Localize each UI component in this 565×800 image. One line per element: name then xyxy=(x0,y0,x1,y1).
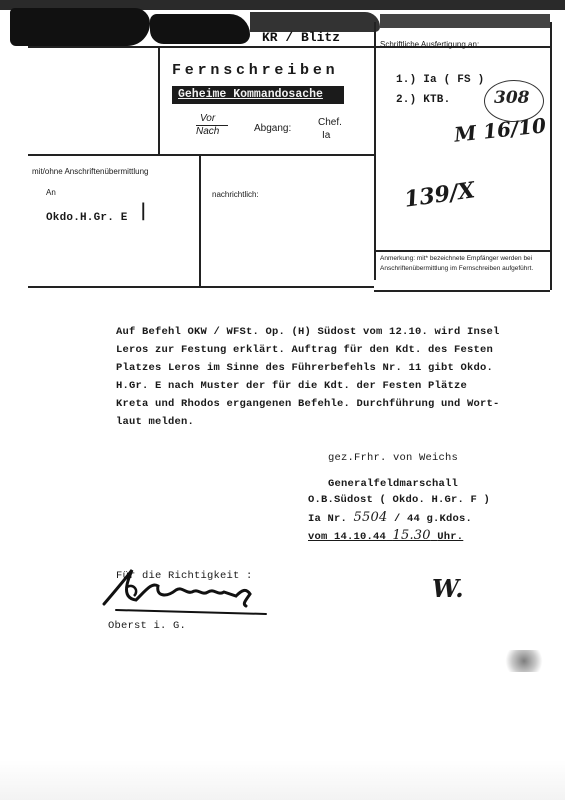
body-line: Platzes Leros im Sinne des Führerbefehls Nr. 11 gibt Okdo. xyxy=(116,362,494,374)
frame-line xyxy=(28,154,374,156)
classification-label: Geheime Kommandosache xyxy=(178,88,323,101)
copy-2: 2.) KTB. xyxy=(396,94,451,106)
vom-time: 15.30 xyxy=(392,528,431,543)
body-line: Kreta und Rhodos ergangenen Befehle. Durchführung und Wort- xyxy=(116,398,500,410)
stamp-number: 308 xyxy=(494,88,530,108)
chef-sub-label: Ia xyxy=(322,130,331,141)
frame-divider xyxy=(374,22,376,280)
ia-suffix: / 44 g.Kdos. xyxy=(393,513,472,525)
chef-label: Chef. xyxy=(318,117,342,128)
frame-bottom-line xyxy=(28,286,374,288)
vom-prefix: vom 14.10.44 xyxy=(308,531,387,543)
vom-line xyxy=(308,528,463,543)
certification-rank: Oberst i. G. xyxy=(108,620,187,632)
handwritten-date: M 16/10 xyxy=(452,113,548,147)
handwritten-reference: 139/X xyxy=(402,177,477,213)
an-label: An xyxy=(46,188,56,197)
vom-suffix: Uhr. xyxy=(437,531,464,543)
frame-divider xyxy=(158,46,160,154)
handwritten-signature xyxy=(96,560,272,620)
signature-rank: Generalfeldmarschall xyxy=(328,478,459,490)
recipient-mark: | xyxy=(140,200,147,221)
signature-gez: gez.Frhr. von Weichs xyxy=(328,452,459,464)
scan-artifact xyxy=(500,650,548,672)
abgang-label: Abgang: xyxy=(254,123,292,134)
vor-label: Vor xyxy=(200,113,216,124)
scan-artifact xyxy=(10,8,150,46)
ia-number: 5504 xyxy=(353,510,388,525)
nach-label: Nach xyxy=(196,126,220,137)
scan-artifact xyxy=(380,14,550,28)
anmerkung-line-2: Anschriftenübermittlung im Fernschreiben aufgeführt. xyxy=(380,265,534,272)
frame-bottom-line xyxy=(374,290,550,292)
nachrichtlich-label: nachrichtlich: xyxy=(212,190,259,199)
anmerkung-line-1: Anmerkung: mit* bezeichnete Empfänger werden bei xyxy=(380,255,533,262)
frame-divider xyxy=(199,154,201,286)
scan-artifact xyxy=(150,14,250,44)
copy-1: 1.) Ia ( FS ) xyxy=(396,74,485,86)
frame-line xyxy=(374,250,550,252)
header-top-code: KR / Blitz xyxy=(262,30,341,45)
body-line: Leros zur Festung erklärt. Auftrag für den Kdt. des Festen xyxy=(116,344,494,356)
mit-ohne-label: mit/ohne Anschriftenübermittlung xyxy=(32,167,149,176)
initial-mark: W. xyxy=(432,574,464,603)
signature-org: O.B.Südost ( Okdo. H.Gr. F ) xyxy=(308,494,491,506)
scan-artifact xyxy=(250,12,380,32)
ia-prefix: Ia Nr. xyxy=(308,513,348,525)
body-line: H.Gr. E nach Muster der für die Kdt. der Festen Plätze xyxy=(116,380,468,392)
certification-label: Für die Richtigkeit : xyxy=(116,570,253,582)
schriftliche-label: Schriftliche Ausfertigung an: xyxy=(380,40,480,49)
recipient: Okdo.H.Gr. E xyxy=(46,212,128,224)
scan-artifact xyxy=(0,760,565,800)
header-title: Fernschreiben xyxy=(172,62,339,79)
ia-number-line xyxy=(308,510,472,525)
body-line: laut melden. xyxy=(116,416,195,428)
body-line: Auf Befehl OKW / WFSt. Op. (H) Südost vom 12.10. wird Insel xyxy=(116,326,500,338)
frame-right-line xyxy=(550,22,552,290)
